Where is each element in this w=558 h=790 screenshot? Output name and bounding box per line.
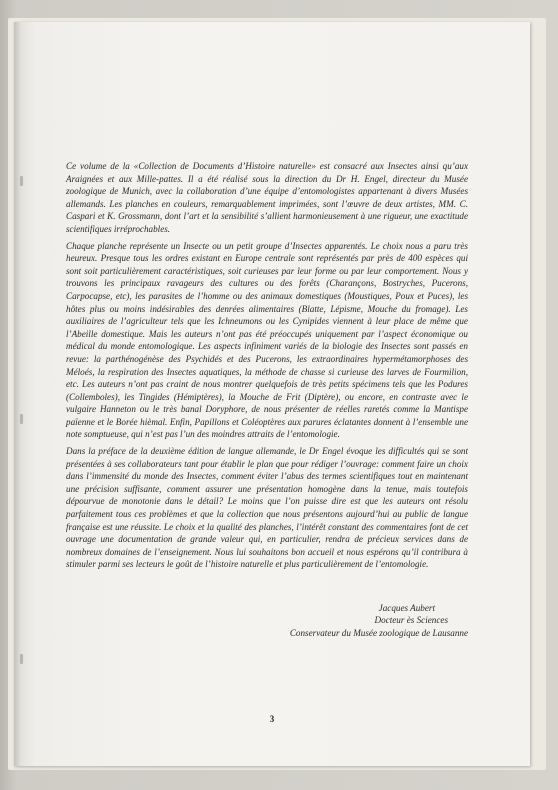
author-name: Jacques Aubert bbox=[378, 603, 435, 613]
author-position: Conservateur du Musée zoologique de Lausanne bbox=[289, 627, 468, 638]
staple-mark bbox=[20, 654, 23, 664]
book-page bbox=[14, 22, 530, 766]
signature-block bbox=[214, 602, 468, 639]
paragraph: Chaque planche représente un Insecte ou un petit groupe d’Insectes apparentés. Le choix nous a paru très heureux. Presque tous les ordres existant en Europe centrale sont représentés par près de 400 espèces qui sont soit particulièrement caractéristiques, soit curieuses par leur forme ou par leur comportement. Nous y trouvons les principaux ravageurs des cultures ou des forêts (Charançons, Bostryches, Pucerons, Carpocapse, etc), les parasites de l’homme ou des animaux domestiques (Moustiques, Poux et Puces), les hôtes plus ou moins indésirables des denrées alimentaires (Blatte, Lépisme, Mouche du fromage). Les auxiliaires de l’agriculteur tels que les Ichneumons ou les Cynipides viennent à leur place de même que l’Abeille domestique. Mais les auteurs n’ont pas été préoccupés uniquement par l’aspect économique ou médical du monde entomologique. Les aspects infiniment variés de la biologie des Insectes sont passés en revue: la parthénogénèse des Psychidés et des Pucerons, les extraordinaires hypermétamorphoses des Méloés, la respiration des Insectes aquatiques, la méthode de chasse si curieuse des larves de Fourmilion, etc. Les auteurs n’ont pas craint de nous montrer quelquefois de très petits spécimens tels que les Podures (Collemboles), les Tingides (Hémiptères), la Mouche de Frit (Diptère), ou encore, en contraste avec le vulgaire Hanneton ou le très banal Doryphore, de nous présenter de réelles raretés comme la Mantispe païenne et le Borée hièmal. Enfin, Papillons et Coléoptères aux parures éclatantes donnent à l’ensemble une note somptueuse, qui n’est pas l’un des moindres attraits de l’entomologie. bbox=[66, 240, 468, 440]
page-number: 3 bbox=[269, 714, 275, 724]
author-degree: Docteur ès Sciences bbox=[374, 615, 448, 626]
staple-mark bbox=[20, 176, 23, 186]
staple-mark bbox=[20, 414, 23, 424]
preface-text bbox=[66, 160, 468, 575]
paragraph: Ce volume de la «Collection de Documents d’Histoire naturelle» est consacré aux Insectes ainsi qu’aux Araignées et aux Mille-pattes. Il a été réalisé sous la direction du Dr H. Engel, directeur du Musée zoologique de Munich, avec la collaboration d’une équipe d’entomologistes appartenant à divers Musées allemands. Les planches en couleurs, remarquablement imprimées, sont l’œuvre de deux artistes, MM. C. Caspari et K. Grossmann, dont l’art et la sensibilité s’allient harmonieusement à une rigueur, une exactitude scientifiques irréprochables. bbox=[66, 161, 468, 234]
paragraph: Dans la préface de la deuxième édition de langue allemande, le Dr Engel évoque les difficultés qui se sont présentées à ses collaborateurs tant pour établir le plan que pour rédiger l’ouvrage: comment faire un choix dans l’immensité du monde des Insectes, comment éviter l’abus des termes scientifiques tout en maintenant une précision suffisante, comment assurer une présentation homogène dans la tenue, mais toutefois dépourvue de monotonie dans le détail? Le moins que l’on puisse dire est que les auteurs ont résolu parfaitement tous ces problèmes et que la collection que nous présentons aujourd’hui au public de langue française est une réussite. Le choix et la qualité des planches, l’intérêt constant des commentaires font de cet ouvrage une documentation de grande valeur qui, en particulier, rendra de précieux services dans de nombreux domaines de l’enseignement. Nous lui souhaitons bon accueil et nous espérons qu’il contribura à stimuler parmi ses lecteurs le goût de l’histoire naturelle et plus particulièrement de l’entomologie. bbox=[66, 446, 468, 570]
